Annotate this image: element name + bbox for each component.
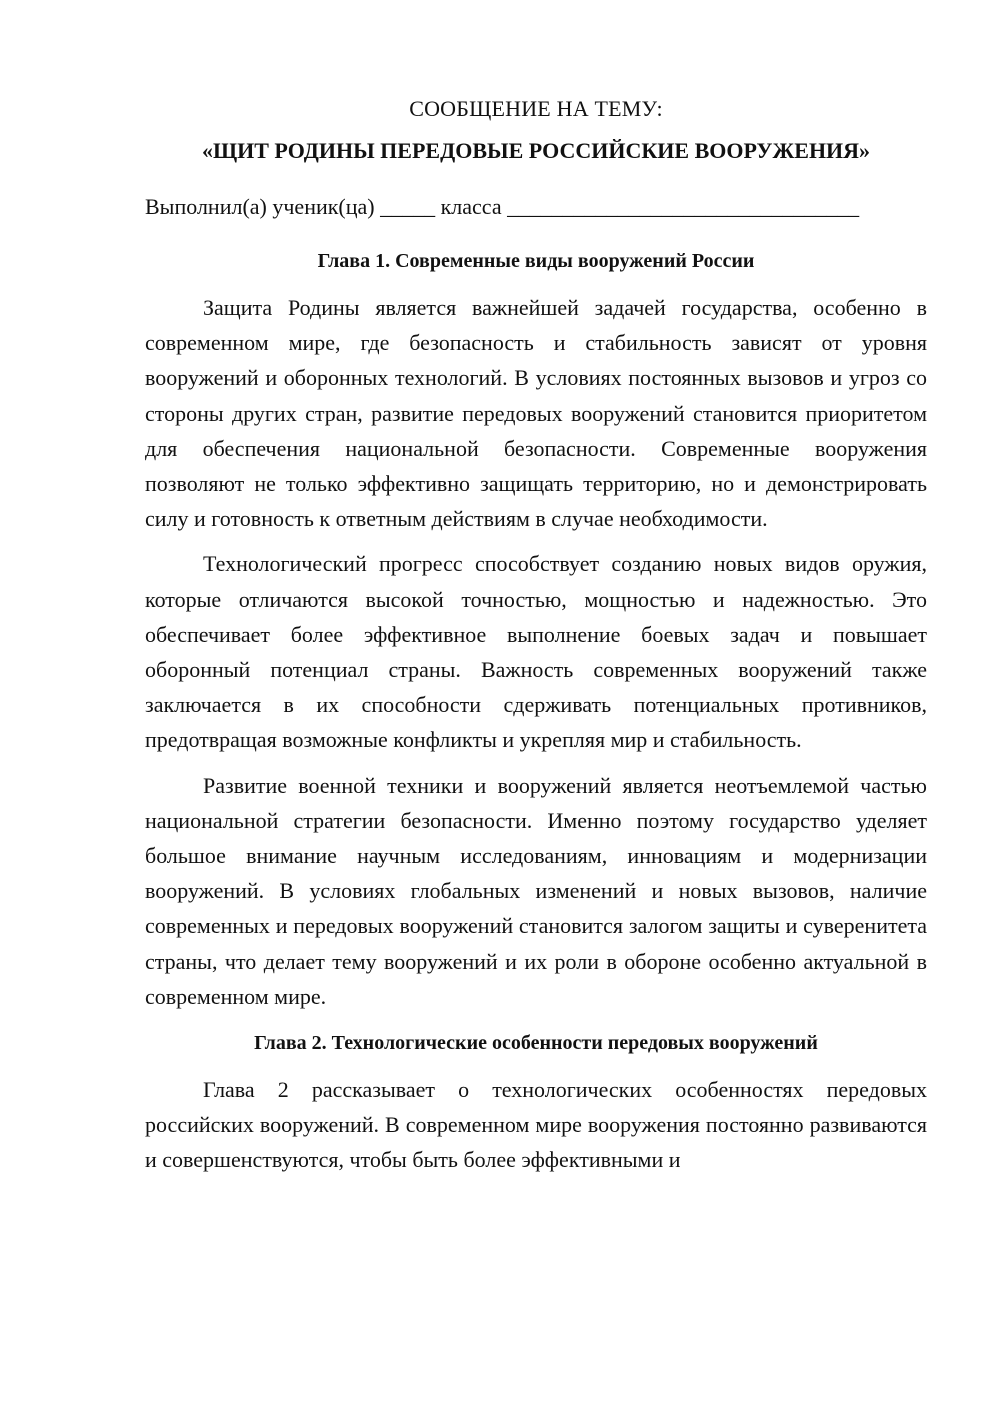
document-page — [145, 92, 927, 1177]
chapter-1-paragraph-2: Технологический прогресс способствует созданию новых видов оружия, которые отличаются высокой точностью, мощностью и надежностью. Это обеспечивает более эффективное выполнение боевых задач и повышает оборонный потенциал страны. Важность современных вооружений также заключается в их способности сдерживать потенциальных противников, предотвращая возможные конфликты и укрепляя мир и стабильность. — [145, 551, 927, 753]
author-line: Выполнил(а) ученик(ца) _____ класса ________________________________ — [145, 194, 860, 219]
document-type-label: СООБЩЕНИЕ НА ТЕМУ: — [409, 96, 663, 121]
document-title: «ЩИТ РОДИНЫ ПЕРЕДОВЫЕ РОССИЙСКИЕ ВООРУЖЕНИЯ» — [201, 138, 871, 163]
chapter-2-heading: Глава 2. Технологические особенности передовых вооружений — [254, 1032, 818, 1055]
chapter-2-paragraph-1: Глава 2 рассказывает о технологических особенностях передовых российских вооружений. В современном мире вооружения постоянно развиваются и совершенствуются, чтобы быть более эффективными и — [145, 1077, 927, 1173]
chapter-1-heading: Глава 1. Современные виды вооружений России — [317, 250, 755, 272]
chapter-1-paragraph-1: Защита Родины является важнейшей задачей государства, особенно в современном мире, где безопасность и стабильность зависят от уровня вооружений и оборонных технологий. В условиях постоянных вызовов и угроз со стороны других стран, развитие передовых вооружений становится приоритетом для обеспечения национальной безопасности. Современные вооружения позволяют не только эффективно защищать территорию, но и демонстрировать силу и готовность к ответным действиям в случае необходимости. — [145, 295, 927, 532]
chapter-1-paragraph-3: Развитие военной техники и вооружений является неотъемлемой частью национальной стратегии безопасности. Именно поэтому государство уделяет большое внимание научным исследованиям, инновациям и модернизации вооружений. В условиях глобальных изменений и новых вызовов, наличие современных и передовых вооружений становится залогом защиты и суверенитета страны, что делает тему вооружений и их роли в обороне особенно актуальной в современном мире. — [145, 772, 927, 1009]
